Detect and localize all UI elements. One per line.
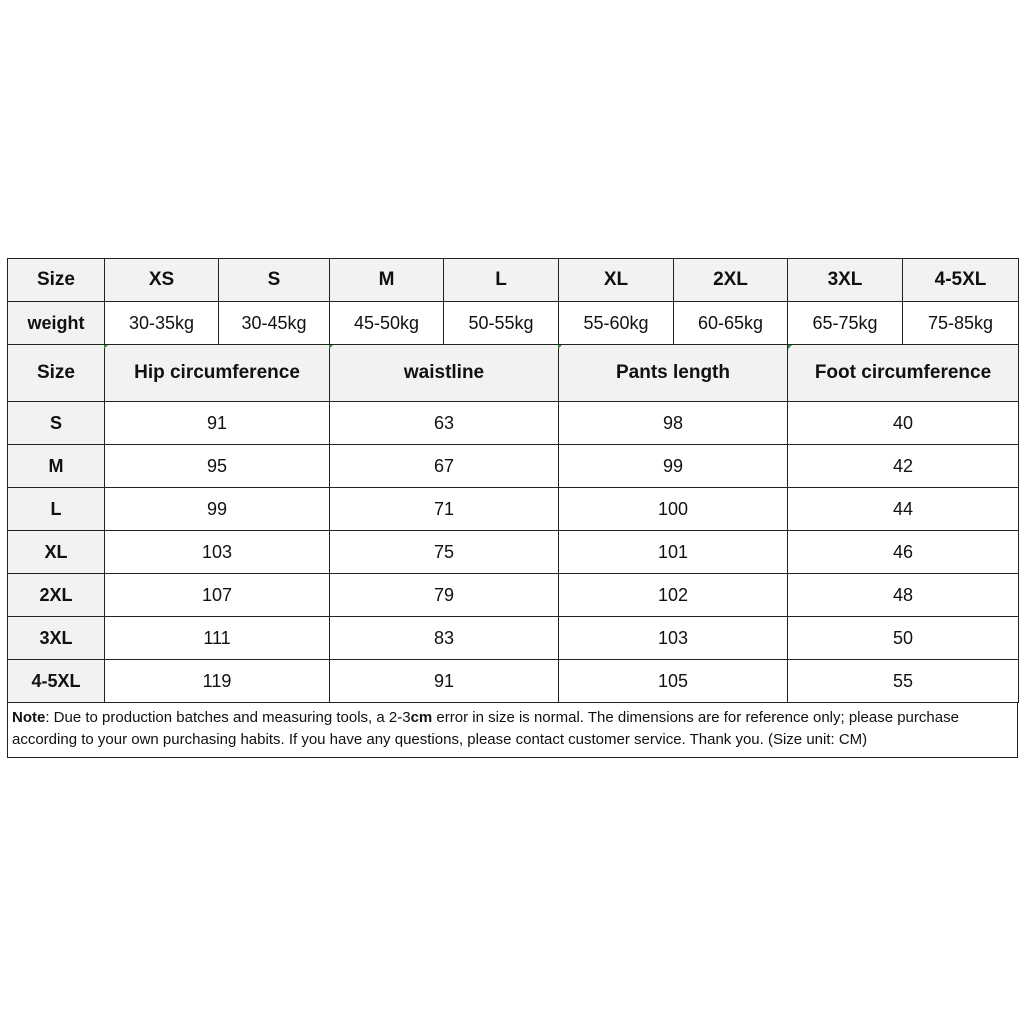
foot-cell: 42 [788, 445, 1019, 488]
pants-length-cell: 101 [559, 531, 788, 574]
foot-cell: 55 [788, 660, 1019, 703]
weight-cell: 30-35kg [105, 302, 219, 345]
weight-cell: 65-75kg [788, 302, 903, 345]
measure-header-row [8, 345, 1019, 402]
row-size-label: 3XL [8, 617, 105, 660]
weight-cell: 55-60kg [559, 302, 674, 345]
foot-cell: 40 [788, 402, 1019, 445]
pants-length-cell: 98 [559, 402, 788, 445]
pants-length-cell: 100 [559, 488, 788, 531]
size-header-2xl: 2XL [674, 259, 788, 302]
foot-cell: 46 [788, 531, 1019, 574]
size-header-label: Size [8, 259, 105, 302]
row-size-label: S [8, 402, 105, 445]
note-text [7, 703, 1018, 758]
waistline-cell: 63 [330, 402, 559, 445]
row-size-label: 2XL [8, 574, 105, 617]
size-header-m: M [330, 259, 444, 302]
row-size-label: XL [8, 531, 105, 574]
measure-header-label: Size [8, 345, 105, 402]
foot-cell: 50 [788, 617, 1019, 660]
hip-cell: 111 [105, 617, 330, 660]
size-header-xs: XS [105, 259, 219, 302]
waistline-cell: 75 [330, 531, 559, 574]
pants-length-cell: 105 [559, 660, 788, 703]
hip-cell: 95 [105, 445, 330, 488]
pants-length-cell: 102 [559, 574, 788, 617]
size-header-4-5xl: 4-5XL [903, 259, 1019, 302]
weight-cell: 45-50kg [330, 302, 444, 345]
note-label: Note [12, 709, 46, 726]
table-row [8, 574, 1019, 617]
table-row [8, 488, 1019, 531]
table-row [8, 531, 1019, 574]
hip-cell: 99 [105, 488, 330, 531]
cell-marker [329, 345, 333, 349]
hip-cell: 91 [105, 402, 330, 445]
column-header-foot: Foot circumference [788, 345, 1019, 402]
foot-cell: 44 [788, 488, 1019, 531]
weight-cell: 75-85kg [903, 302, 1019, 345]
pants-length-cell: 99 [559, 445, 788, 488]
column-header-hip: Hip circumference [105, 345, 330, 402]
waistline-cell: 71 [330, 488, 559, 531]
cell-marker [788, 345, 792, 349]
size-header-xl: XL [559, 259, 674, 302]
table-row [8, 445, 1019, 488]
hip-cell: 103 [105, 531, 330, 574]
note-unit-bold: cm [410, 709, 433, 726]
waistline-cell: 79 [330, 574, 559, 617]
waistline-cell: 83 [330, 617, 559, 660]
size-header-l: L [444, 259, 559, 302]
pants-length-cell: 103 [559, 617, 788, 660]
column-header-pants-length: Pants length [559, 345, 788, 402]
weight-cell: 30-45kg [219, 302, 330, 345]
size-header-row [8, 259, 1019, 302]
size-chart-table [7, 258, 1019, 703]
waistline-cell: 67 [330, 445, 559, 488]
waistline-cell: 91 [330, 660, 559, 703]
foot-cell: 48 [788, 574, 1019, 617]
row-size-label: L [8, 488, 105, 531]
size-header-3xl: 3XL [788, 259, 903, 302]
table-row [8, 660, 1019, 703]
note-text-part-2: error in size is normal. The dimensions are for reference only; please purchase according to your own purchasing habits. If you have any questions, please contact customer service. Thank you. (Size unit: CM) [12, 709, 959, 748]
weight-cell: 50-55kg [444, 302, 559, 345]
weight-row [8, 302, 1019, 345]
weight-label: weight [8, 302, 105, 345]
cell-marker [558, 345, 562, 349]
hip-cell: 107 [105, 574, 330, 617]
row-size-label: M [8, 445, 105, 488]
cell-marker [104, 345, 108, 349]
note-text-part-1: : Due to production batches and measuring tools, a 2-3 [45, 709, 411, 726]
size-header-s: S [219, 259, 330, 302]
hip-cell: 119 [105, 660, 330, 703]
table-row [8, 402, 1019, 445]
column-header-waistline: waistline [330, 345, 559, 402]
table-row [8, 617, 1019, 660]
weight-cell: 60-65kg [674, 302, 788, 345]
row-size-label: 4-5XL [8, 660, 105, 703]
size-chart [7, 258, 1018, 758]
